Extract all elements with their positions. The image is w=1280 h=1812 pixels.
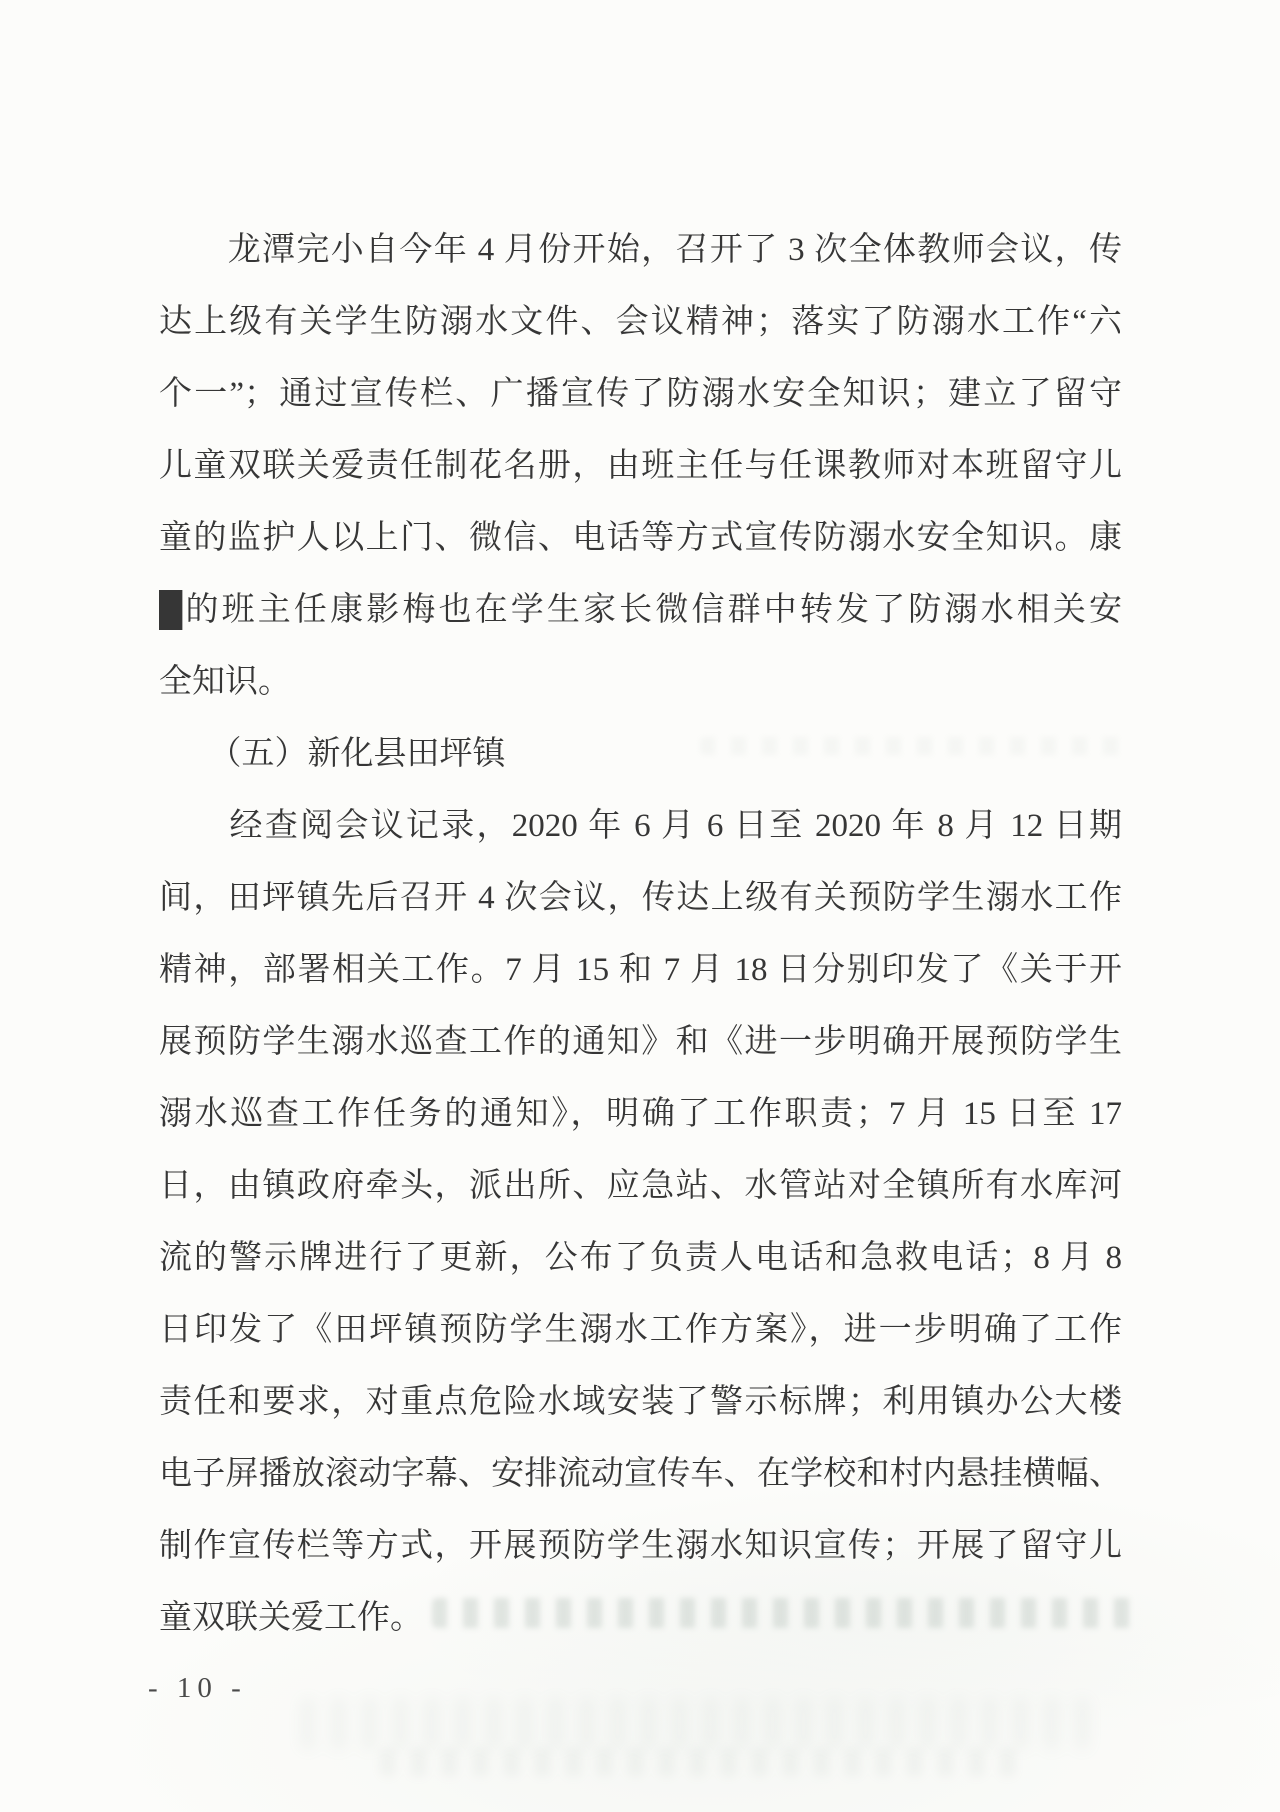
text-line: 制作宣传栏等方式，开展预防学生溺水知识宣传；开展了留守儿: [159, 1528, 1122, 1564]
text-line: 经查阅会议记录，2020 年 6 月 6 日至 2020 年 8 月 12 日期: [159, 808, 1122, 844]
text-line: 龙潭完小自今年 4 月份开始，召开了 3 次全体教师会议，传: [159, 232, 1122, 268]
text-line-redacted: █的班主任康影梅也在学生家长微信群中转发了防溺水相关安: [159, 592, 1122, 628]
text-line: 展预防学生溺水巡查工作的通知》和《进一步明确开展预防学生: [159, 1024, 1122, 1060]
text-line: 全知识。: [159, 664, 291, 700]
document-body: [159, 214, 1122, 1654]
text-line: 责任和要求，对重点危险水域安装了警示标牌；利用镇办公大楼: [159, 1384, 1122, 1420]
text-line: 精神，部署相关工作。7 月 15 和 7 月 18 日分别印发了《关于开: [159, 952, 1122, 988]
text-line: 童双联关爱工作。: [159, 1600, 423, 1636]
text-line: 电子屏播放滚动字幕、安排流动宣传车、在学校和村内悬挂横幅、: [159, 1456, 1122, 1492]
scan-bleed-through-artifact: [380, 1748, 1020, 1776]
text-line: 达上级有关学生防溺水文件、会议精神；落实了防溺水工作“六: [159, 304, 1122, 340]
scan-bleed-through-artifact: [300, 1698, 1090, 1750]
page-number: - 10 -: [148, 1672, 247, 1704]
text-line: 间，田坪镇先后召开 4 次会议，传达上级有关预防学生溺水工作: [159, 880, 1122, 916]
text-line: 个一”；通过宣传栏、广播宣传了防溺水安全知识；建立了留守: [159, 376, 1122, 412]
text-line: 日，由镇政府牵头，派出所、应急站、水管站对全镇所有水库河: [159, 1168, 1122, 1204]
section-heading: （五）新化县田坪镇: [159, 736, 506, 772]
text-line: 日印发了《田坪镇预防学生溺水工作方案》，进一步明确了工作: [159, 1312, 1122, 1348]
text-line: 溺水巡查工作任务的通知》，明确了工作职责；7 月 15 日至 17: [159, 1096, 1122, 1132]
text-line: 童的监护人以上门、微信、电话等方式宣传防溺水安全知识。康: [159, 520, 1122, 556]
text-line: 儿童双联关爱责任制花名册，由班主任与任课教师对本班留守儿: [159, 448, 1122, 484]
text-line: 流的警示牌进行了更新，公布了负责人电话和急救电话；8 月 8: [159, 1240, 1122, 1276]
